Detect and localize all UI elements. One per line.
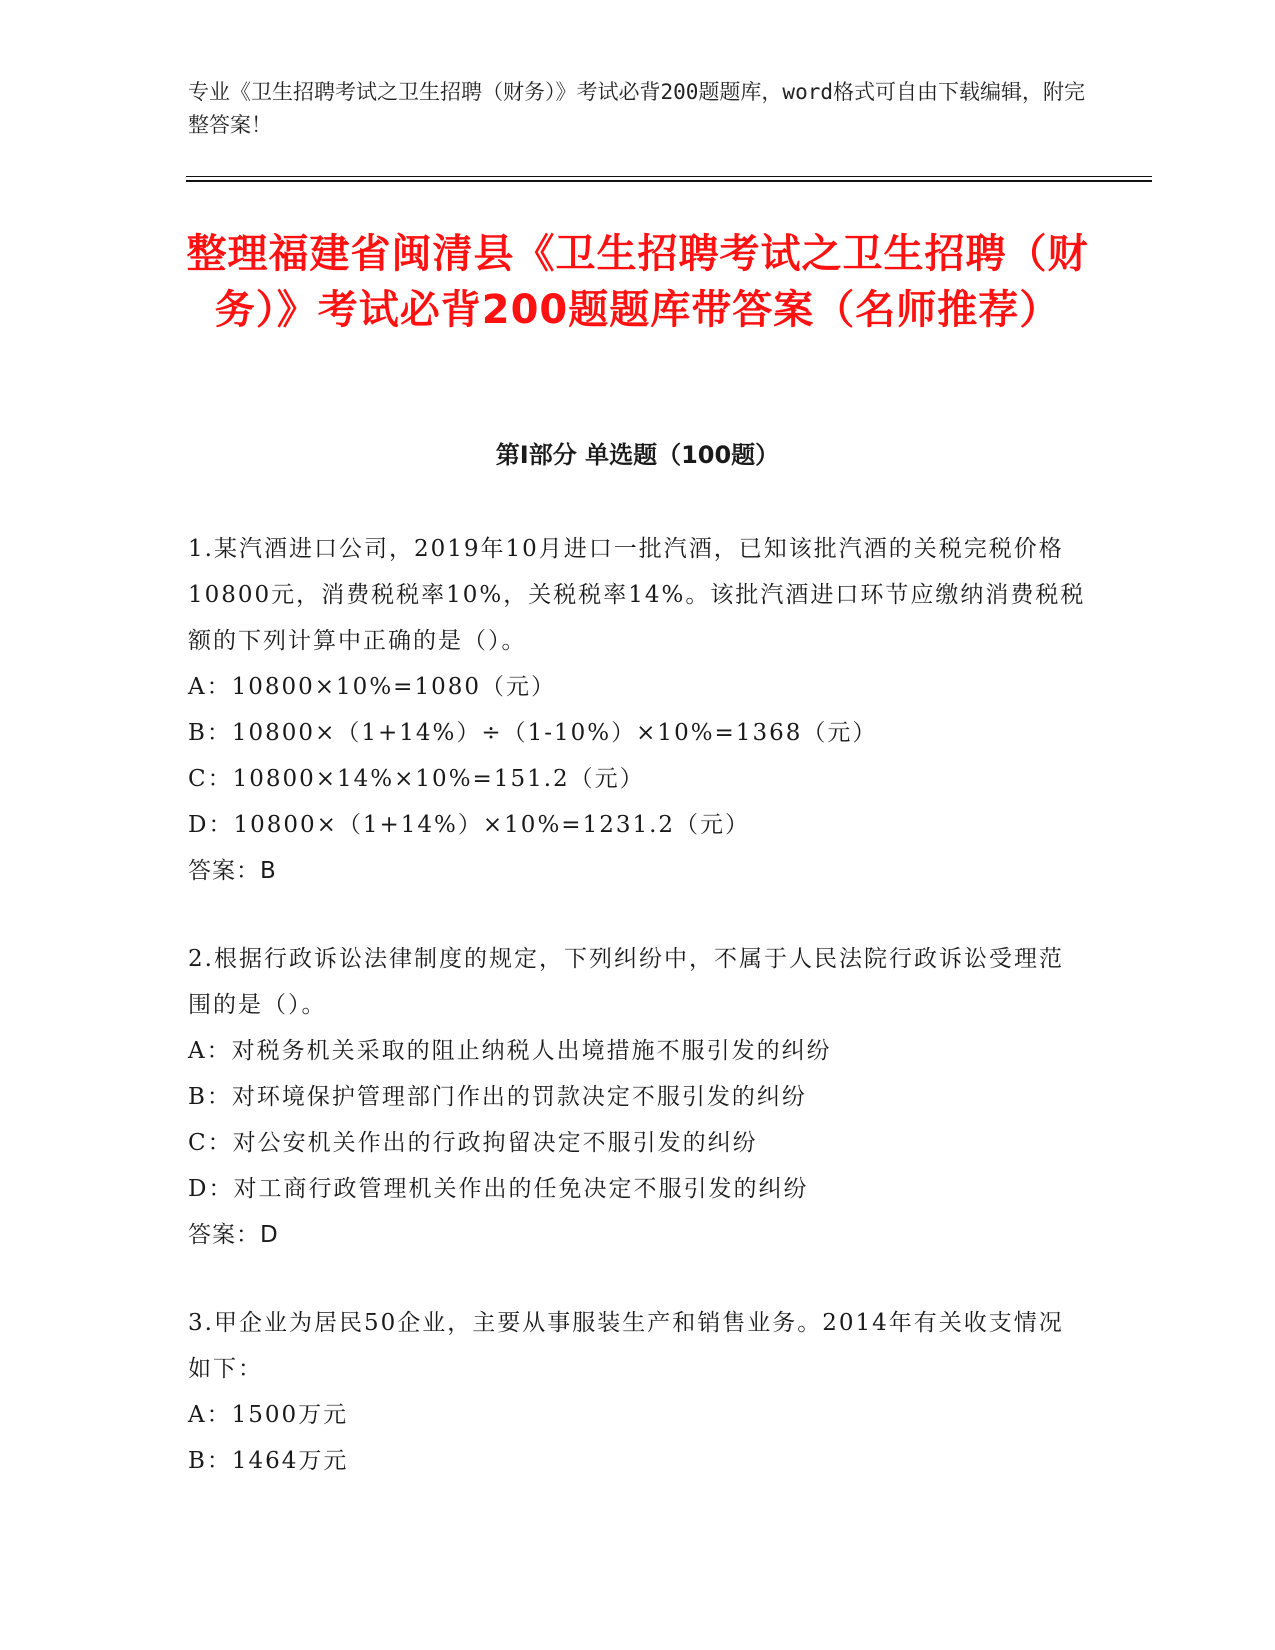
document-title: 整理福建省闽清县《卫生招聘考试之卫生招聘（财务）》考试必背200题题库带答案（名师推荐）	[186, 231, 1089, 333]
header-rule-thick	[186, 180, 1152, 182]
header-rule-thin	[186, 176, 1152, 177]
question-option-a: A：1500万元	[188, 1402, 349, 1428]
question-list	[188, 526, 1088, 1526]
question-stem: 3.甲企业为居民50企业，主要从事服装生产和销售业务。2014年有关收支情况如下：	[188, 1310, 1064, 1382]
question-3	[188, 1300, 1088, 1484]
section-heading: 第Ⅰ部分 单选题（100题）	[495, 441, 780, 469]
question-stem: 1.某汽酒进口公司，2019年10月进口一批汽酒，已知该批汽酒的关税完税价格10800元，消费税税率10%，关税税率14%。该批汽酒进口环节应缴纳消费税税额的下列计算中正确的是（）。	[188, 536, 1086, 654]
question-answer: 答案：D	[188, 1222, 279, 1248]
question-option-c: C：10800×14%×10%=151.2（元）	[188, 766, 645, 792]
question-option-b: B：10800×（1+14%）÷（1-10%）×10%=1368（元）	[188, 720, 878, 746]
question-option-a: A：对税务机关采取的阻止纳税人出境措施不服引发的纠纷	[188, 1038, 832, 1064]
question-option-b: B：1464万元	[188, 1448, 349, 1474]
question-option-d: D：10800×（1+14%）×10%=1231.2（元）	[188, 812, 751, 838]
question-option-b: B：对环境保护管理部门作出的罚款决定不服引发的纠纷	[188, 1084, 807, 1110]
header-note: 专业《卫生招聘考试之卫生招聘（财务）》考试必背200题题库，word格式可自由下载编辑，附完整答案！	[188, 80, 1085, 137]
question-answer: 答案：B	[188, 858, 277, 884]
question-option-a: A：10800×10%=1080（元）	[188, 674, 556, 700]
question-option-d: D：对工商行政管理机关作出的任免决定不服引发的纠纷	[188, 1176, 809, 1202]
question-option-c: C：对公安机关作出的行政拘留决定不服引发的纠纷	[188, 1130, 758, 1156]
question-2	[188, 936, 1088, 1258]
question-stem: 2.根据行政诉讼法律制度的规定，下列纠纷中，不属于人民法院行政诉讼受理范围的是（）。	[188, 946, 1064, 1018]
question-1	[188, 526, 1088, 894]
